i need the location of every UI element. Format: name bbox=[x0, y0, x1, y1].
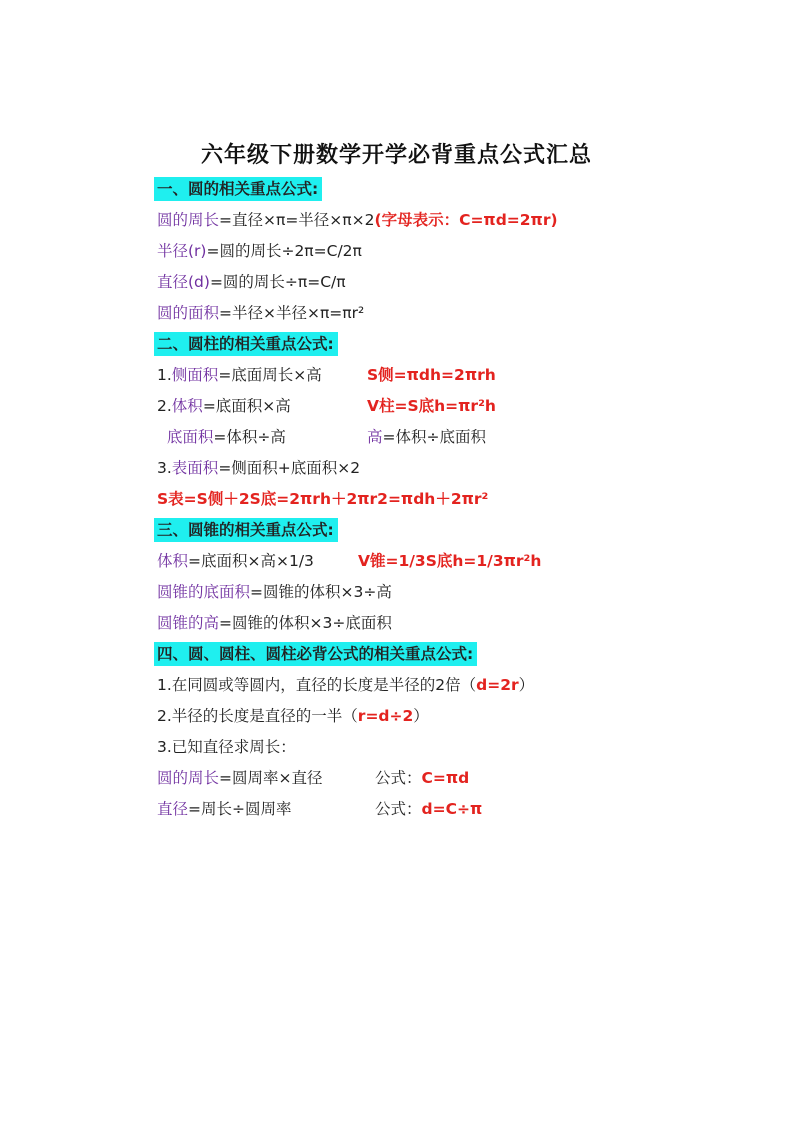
formula-expression: d=2r bbox=[476, 676, 519, 694]
formula-column-2 bbox=[367, 391, 496, 422]
section-header bbox=[157, 174, 717, 205]
section-header-highlight bbox=[154, 332, 338, 356]
formula-line bbox=[157, 360, 717, 391]
formula-line bbox=[157, 577, 717, 608]
term-label: 底面积 bbox=[166, 428, 214, 446]
formula-line bbox=[157, 205, 717, 236]
term-label: 体积 bbox=[171, 397, 203, 415]
term-label: 直径 bbox=[157, 800, 189, 818]
term-label: 直径(d) bbox=[157, 273, 210, 291]
term-label: 侧面积 bbox=[171, 366, 219, 384]
text: =底面积×高×1/3 bbox=[188, 552, 314, 570]
text: =周长÷圆周率 bbox=[188, 800, 292, 818]
formula-expression: C=πd bbox=[421, 769, 470, 787]
text: ） bbox=[518, 676, 535, 694]
formula-column-2 bbox=[367, 422, 486, 453]
formula-column-2 bbox=[367, 360, 496, 391]
text: =圆的周长÷2π=C/2π bbox=[206, 242, 362, 260]
formula-list bbox=[157, 174, 717, 825]
term-label: 半径(r) bbox=[157, 242, 207, 260]
formula-line bbox=[157, 453, 717, 484]
formula-line bbox=[157, 236, 717, 267]
text: 2.半径的长度是直径的一半（ bbox=[157, 707, 358, 725]
text: =直径×π=半径×π×2 bbox=[219, 211, 375, 229]
formula-line bbox=[157, 608, 717, 639]
text: =圆的周长÷π=C/π bbox=[209, 273, 346, 291]
formula-expression: d=C÷π bbox=[421, 800, 483, 818]
formula-expression: (字母表示：C=πd=2πr) bbox=[374, 211, 558, 229]
text: 公式： bbox=[375, 800, 422, 818]
text: =体积÷底面积 bbox=[382, 428, 486, 446]
text: 三、圆锥的相关重点公式: bbox=[157, 521, 334, 539]
text: =圆锥的体积×3÷高 bbox=[250, 583, 392, 601]
term-label: 高 bbox=[367, 428, 383, 446]
text: 二、圆柱的相关重点公式: bbox=[157, 335, 334, 353]
section-header-highlight bbox=[154, 642, 477, 666]
formula-line bbox=[157, 701, 717, 732]
text: ） bbox=[413, 707, 429, 725]
formula-line bbox=[157, 422, 717, 453]
formula-column-2 bbox=[375, 763, 469, 794]
term-label: 表面积 bbox=[171, 459, 219, 477]
document-title: 六年级下册数学开学必背重点公式汇总 bbox=[200, 143, 592, 168]
formula-line bbox=[157, 484, 717, 515]
formula-expression: S表=S侧＋2S底=2πrh＋2πr2=πdh＋2πr² bbox=[157, 490, 489, 508]
term-label: 圆的周长 bbox=[157, 769, 220, 787]
text: 四、圆、圆柱、圆柱必背公式的相关重点公式: bbox=[157, 645, 474, 663]
text: =圆锥的体积×3÷底面积 bbox=[219, 614, 392, 632]
formula-column-2 bbox=[358, 546, 541, 577]
formula-expression: V锥=1/3S底h=1/3πr²h bbox=[358, 552, 542, 570]
text: 一、圆的相关重点公式: bbox=[157, 180, 319, 198]
section-header-highlight bbox=[154, 518, 338, 542]
section-header bbox=[157, 515, 717, 546]
formula-line bbox=[157, 763, 717, 794]
formula-line bbox=[157, 732, 717, 763]
text: =圆周率×直径 bbox=[219, 769, 323, 787]
text: =侧面积+底面积×2 bbox=[218, 459, 361, 477]
formula-line bbox=[157, 546, 717, 577]
term-label: 圆的面积 bbox=[157, 304, 220, 322]
formula-line bbox=[157, 670, 717, 701]
text: 2. bbox=[157, 397, 172, 415]
formula-line bbox=[157, 794, 717, 825]
term-label: 圆的周长 bbox=[157, 211, 220, 229]
section-header bbox=[157, 329, 717, 360]
text: =底面周长×高 bbox=[218, 366, 322, 384]
text: 1.在同圆或等圆内，直径的长度是半径的2倍（ bbox=[157, 676, 477, 694]
formula-line bbox=[157, 298, 717, 329]
text: =体积÷高 bbox=[213, 428, 286, 446]
section-header bbox=[157, 639, 717, 670]
formula-expression: S侧=πdh=2πrh bbox=[367, 366, 496, 384]
text: 1. bbox=[157, 366, 172, 384]
formula-line bbox=[157, 267, 717, 298]
formula-column-2 bbox=[375, 794, 482, 825]
term-label: 圆锥的底面积 bbox=[157, 583, 251, 601]
text: 公式： bbox=[375, 769, 422, 787]
text bbox=[157, 428, 167, 446]
text: 3.已知直径求周长： bbox=[157, 738, 296, 756]
section-header-highlight bbox=[154, 177, 322, 201]
formula-expression: V柱=S底h=πr²h bbox=[367, 397, 496, 415]
text: =底面积×高 bbox=[202, 397, 291, 415]
term-label: 圆锥的高 bbox=[157, 614, 220, 632]
text: 3. bbox=[157, 459, 172, 477]
formula-expression: r=d÷2 bbox=[357, 707, 414, 725]
formula-line bbox=[157, 391, 717, 422]
term-label: 体积 bbox=[157, 552, 189, 570]
text: =半径×半径×π=πr² bbox=[219, 304, 365, 322]
